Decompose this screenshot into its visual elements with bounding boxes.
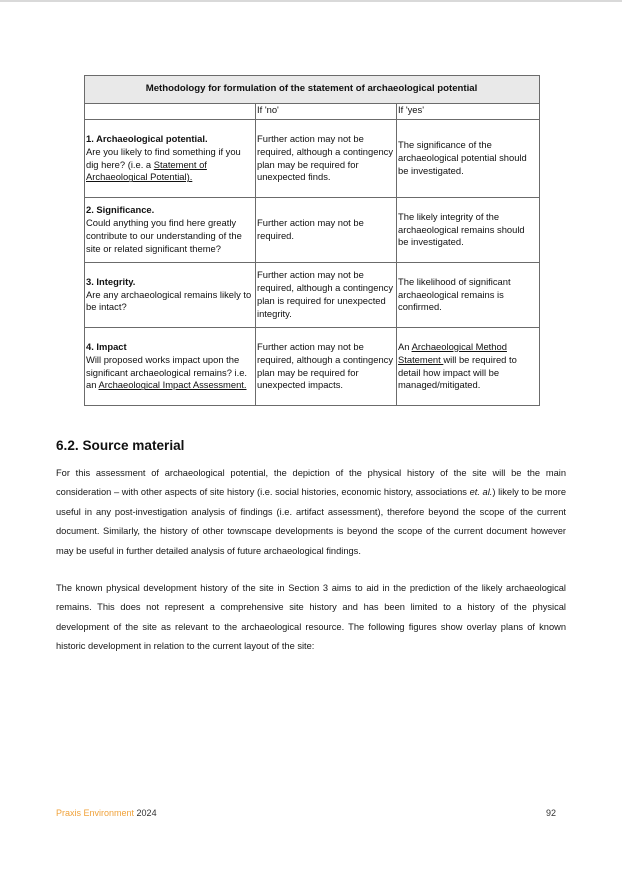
criterion-cell (85, 198, 256, 263)
criterion-cell (85, 120, 256, 198)
criterion-title: 3. Integrity. (86, 275, 136, 287)
if-yes-cell (397, 328, 540, 406)
statement-of-potential-link[interactable]: Statement of Archaeological Potential). (86, 158, 207, 183)
method-statement-link[interactable]: Archaeological Method Statement (398, 340, 507, 365)
if-yes-cell: The significance of the archaeological potential should be investigated. (397, 120, 540, 198)
header-cell-yes: If 'yes' (397, 104, 540, 120)
impact-assessment-link[interactable]: Archaeological Impact Assessment. (98, 379, 247, 391)
criterion-question: Could anything you find here greatly contribute to our understanding of the site or related significant theme? (86, 217, 242, 254)
paragraph-1-text-b: ) likely to be more useful in any post-investigation analysis of findings (i.e. artifact assessment), therefore beyond the scope of the current document. Similarly, the history of other townscape developments is beyond the scope of the current document however may be useful in further detailed analysis of future archaeological findings. (56, 487, 566, 556)
header-cell-no: If 'no' (256, 104, 397, 120)
table-header-row (85, 104, 540, 120)
paragraph-2: The known physical development history of the site in Section 3 aims to aid in the prediction of the likely archaeological remains. This does not represent a comprehensive site history and has been limited to a history of the physical development of the site as relevant to the archaeological resource. The following figures show overlay plans of known historic development in relation to the current layout of the site: (56, 583, 566, 652)
paragraph-1-text-a: For this assessment of archaeological potential, the depiction of the physical history of the site will be the main consideration – with other aspects of site history (i.e. social histories, economic history, associations (56, 468, 566, 498)
criterion-question: Will proposed works impact upon the significant archaeological remains? i.e. an (86, 353, 248, 391)
table-row (85, 263, 540, 328)
page-top-rule (0, 0, 622, 2)
if-yes-cell: The likely integrity of the archaeological remains should be investigated. (397, 198, 540, 263)
if-no-cell: Further action may not be required, although a contingency plan may be required for unexpected finds. (256, 120, 397, 198)
if-yes-text-pre: An (398, 340, 412, 352)
criterion-cell (85, 328, 256, 406)
criterion-cell (85, 263, 256, 328)
paragraph-1-italic: et. al. (469, 487, 493, 498)
footer-brand-name: Praxis Environment (56, 808, 135, 818)
header-cell-empty (85, 104, 256, 120)
criterion-title: 4. Impact (86, 340, 127, 352)
table-title: Methodology for formulation of the statement of archaeological potential (85, 76, 540, 104)
criterion-title: 1. Archaeological potential. (86, 132, 208, 144)
criterion-question: Are any archaeological remains likely to be intact? (86, 288, 252, 313)
if-no-cell: Further action may not be required, although a contingency plan is required for unexpected integrity. (256, 263, 397, 328)
footer-year: 2024 (136, 808, 157, 818)
if-no-cell: Further action may not be required, although a contingency plan may be required for unexpected impacts. (256, 328, 397, 406)
if-yes-cell: The likelihood of significant archaeological remains is confirmed. (397, 263, 540, 328)
table-row (85, 120, 540, 198)
criterion-title: 2. Significance. (86, 204, 155, 216)
table-row (85, 328, 540, 406)
criterion-question: Are you likely to find something if you dig here? (i.e. a (86, 145, 241, 170)
table-row (85, 198, 540, 263)
if-yes-text-post: will be required to detail how impact will be managed/mitigated. (398, 353, 517, 391)
footer-brand (56, 808, 157, 818)
methodology-table (84, 75, 540, 406)
paragraph-1 (56, 464, 566, 561)
section-heading: 6.2. Source material (56, 438, 185, 453)
if-no-cell: Further action may not be required. (256, 198, 397, 263)
page-number: 92 (545, 808, 556, 818)
